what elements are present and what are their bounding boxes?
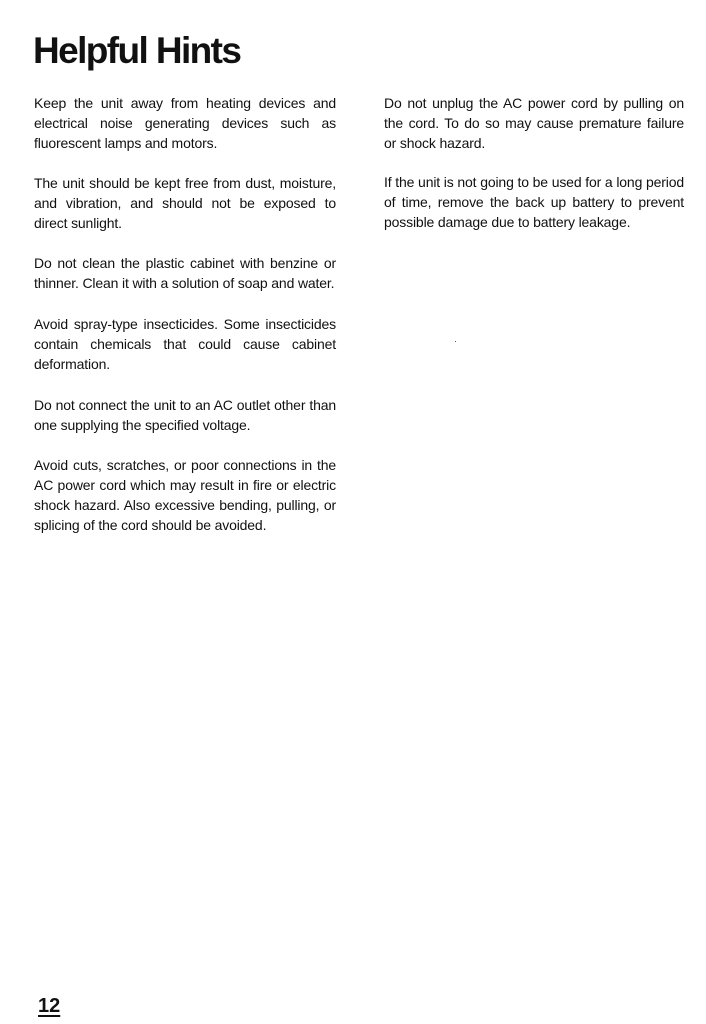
hint-dust-moisture: The unit should be kept free from dust, moisture, and vibration, and should not be exposed to direct sunlight. (34, 175, 336, 231)
left-column (34, 93, 336, 555)
page-number: 12 (38, 995, 61, 1017)
hint-insecticides: Avoid spray-type insecticides. Some insecticides contain chemicals that could cause cabinet deformation. (34, 316, 336, 372)
scan-speck (455, 341, 456, 342)
hint-heating-devices: Keep the unit away from heating devices and electrical noise generating devices such as fluorescent lamps and motors. (34, 95, 336, 151)
hint-cleaning-cabinet: Do not clean the plastic cabinet with benzine or thinner. Clean it with a solution of soap and water. (34, 255, 336, 291)
right-column (384, 93, 684, 252)
page-title: Helpful Hints (33, 30, 241, 71)
hint-power-cord-damage: Avoid cuts, scratches, or poor connections in the AC power cord which may result in fire or electric shock hazard. Also excessive bending, pulling, or splicing of the cord should be avoided. (34, 457, 336, 533)
hint-unplugging: Do not unplug the AC power cord by pulling on the cord. To do so may cause premature failure or shock hazard. (384, 95, 684, 151)
hint-ac-outlet: Do not connect the unit to an AC outlet other than one supplying the specified voltage. (34, 397, 336, 433)
hint-backup-battery: If the unit is not going to be used for a long period of time, remove the back up battery to prevent possible damage due to battery leakage. (384, 174, 684, 230)
